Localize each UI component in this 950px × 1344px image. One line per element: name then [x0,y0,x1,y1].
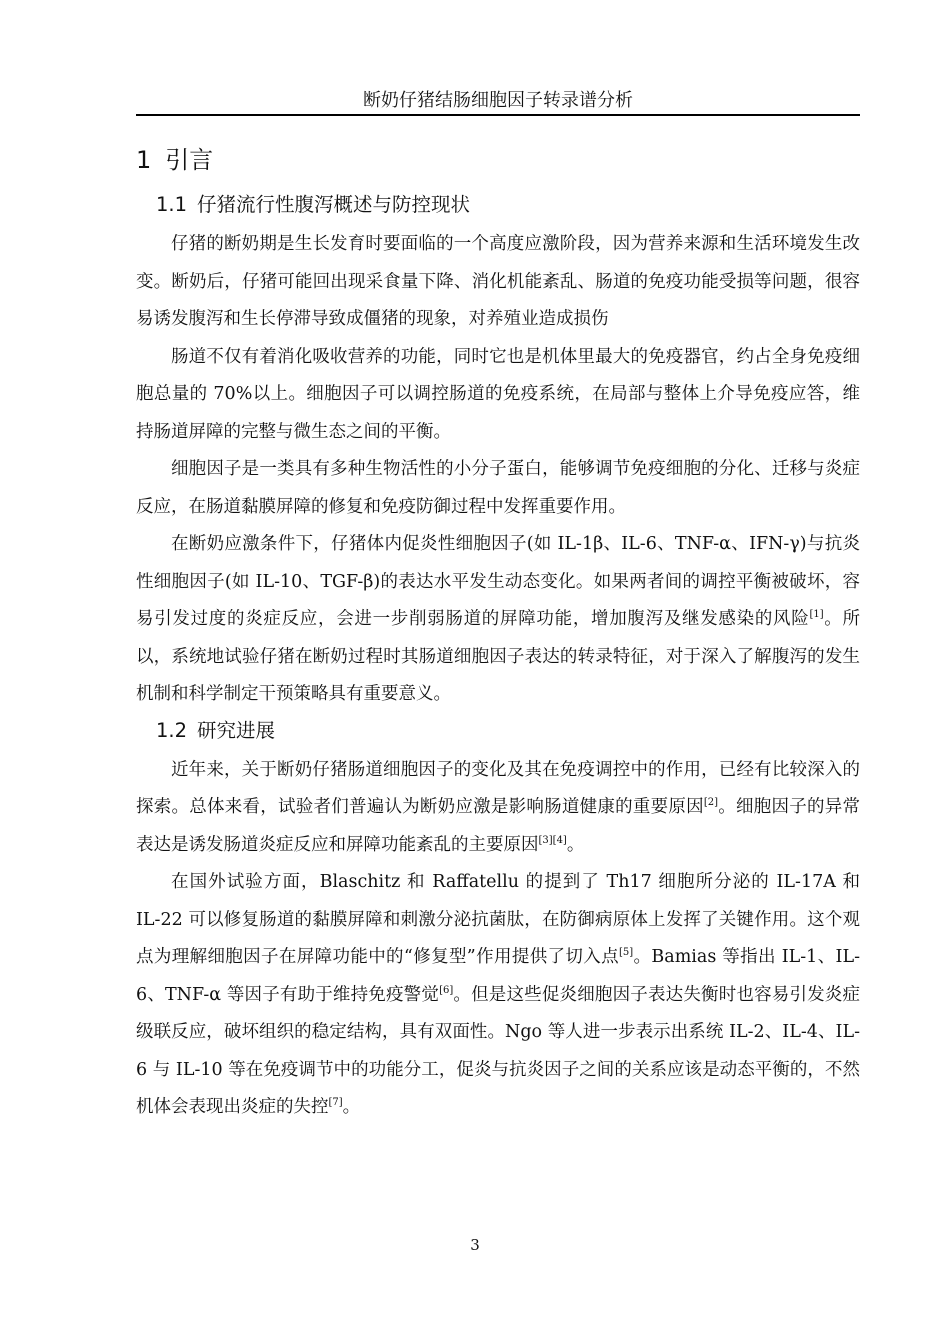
body-paragraph [136,752,860,865]
paragraph-text: 。但是这些促炎细胞因子表达失衡时也容易引发炎症级联反应，破坏组织的稳定结构，具有双面性。Ngo 等人进一步表示出系统 IL-2、IL-4、IL-6 与 IL-10 等在免疫调节中的功能分工，促炎与抗炎因子之间的关系应该是动态平衡的，不然机体会表现出炎症的失控 [136,984,860,1117]
body-paragraph [136,226,860,339]
body-paragraph [136,339,860,452]
paragraph-text: 在断奶应激条件下，仔猪体内促炎性细胞因子(如 IL-1β、IL-6、TNF-α、IFN-γ)与抗炎性细胞因子(如 IL-10、TGF-β)的表达水平发生动态变化。如果两者间的调控平衡被破坏，容易引发过度的炎症反应，会进一步削弱肠道的屏障功能，增加腹泻及继发感染的风险 [136,534,860,629]
paragraph-text: 。细胞因子的异常表达是诱发肠道炎症反应和屏障功能紊乱的主要原因 [136,797,861,855]
running-header: 断奶仔猪结肠细胞因子转录谱分析 [363,90,633,111]
paragraph-text: 仔猪的断奶期是生长发育时要面临的一个高度应激阶段，因为营养来源和生活环境发生改变。断奶后，仔猪可能回出现采食量下降、消化机能紊乱、肠道的免疫功能受损等问题，很容易诱发腹泻和生长停滞导致成僵猪的现象，对养殖业造成损伤 [136,234,860,329]
section-title: 引言 [165,146,214,174]
paragraph-text: 在国外试验方面，Blaschitz 和 Raffatellu 的提到了 Th17 细胞所分泌的 IL-17A 和 IL-22 可以修复肠道的黏膜屏障和刺激分泌抗菌肽，在防御病原体上发挥了关键作用。这个观点为理解细胞因子在屏障功能中的“修复型”作用提供了切入点 [136,872,860,967]
body-paragraph [136,864,860,1127]
subsection-heading [156,190,860,220]
page-body [136,144,860,1127]
paragraph-text: 。所以，系统地试验仔猪在断奶过程时其肠道细胞因子表达的转录特征，对于深入了解腹泻的发生机制和科学制定干预策略具有重要意义。 [136,609,861,704]
paragraph-text: 肠道不仅有着消化吸收营养的功能，同时它也是机体里最大的免疫器官，约占全身免疫细胞总量的 70%以上。细胞因子可以调控肠道的免疫系统，在局部与整体上介导免疫应答，维持肠道屏障的完整与微生态之间的平衡。 [136,346,860,442]
subsection-title: 仔猪流行性腹泻概述与防控现状 [197,193,471,216]
subsection-number: 1.1 [156,193,188,216]
subsection-title: 研究进展 [197,718,276,742]
subsection-heading [156,716,860,746]
paragraph-text: 。 [342,1097,361,1117]
subsections [136,190,860,1127]
citation-ref: [1] [809,609,824,621]
section-heading [136,144,860,176]
page-number: 3 [470,1236,480,1254]
body-paragraph [136,526,860,714]
paragraph-text: 。 [566,834,585,855]
subsection-number: 1.2 [156,718,188,742]
paragraph-text: 。Bamias 等指出 IL-1、IL-6、TNF-α 等因子有助于维持免疫警觉 [136,947,860,1005]
citation-ref: [6] [439,984,454,996]
header-rule [136,114,860,116]
body-paragraph [136,451,860,526]
citation-ref: [2] [703,797,719,809]
citation-ref: [7] [328,1097,343,1109]
citation-ref: [3][4] [538,834,567,846]
paragraph-text: 近年来，关于断奶仔猪肠道细胞因子的变化及其在免疫调控中的作用，已经有比较深入的探索。总体来看，试验者们普遍认为断奶应激是影响肠道健康的重要原因 [136,759,860,817]
citation-ref: [5] [619,947,634,959]
section-number: 1 [136,146,152,174]
paragraph-text: 细胞因子是一类具有多种生物活性的小分子蛋白，能够调节免疫细胞的分化、迁移与炎症反应，在肠道黏膜屏障的修复和免疫防御过程中发挥重要作用。 [136,459,860,517]
